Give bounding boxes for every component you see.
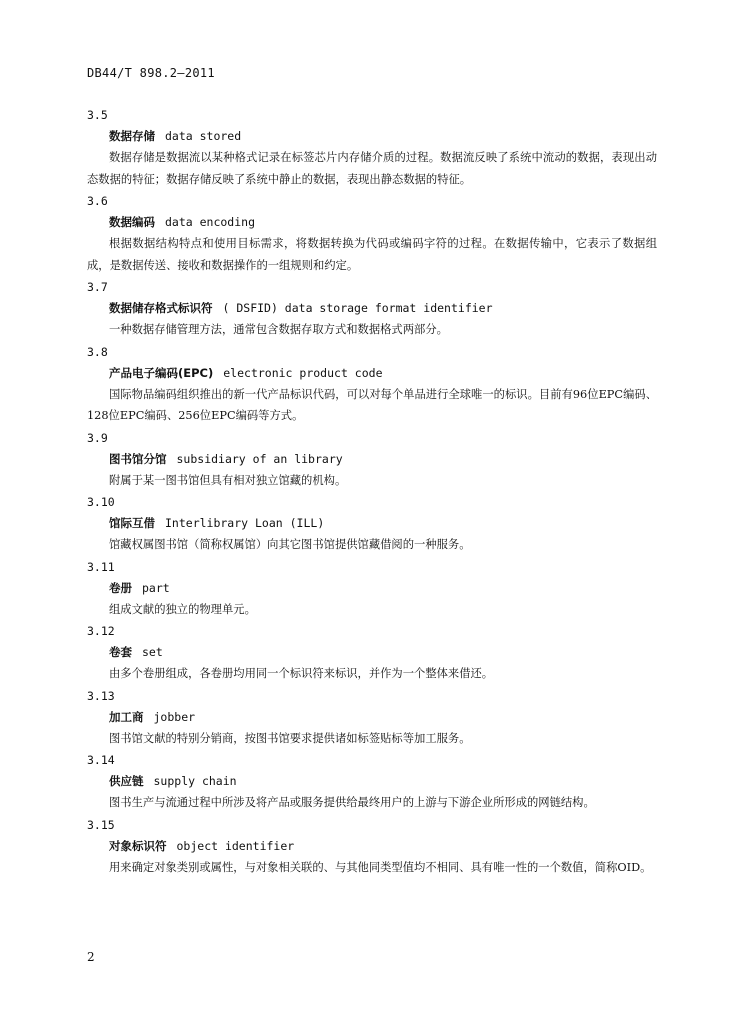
- term-definition: 附属于某一图书馆但具有相对独立馆藏的机构。: [109, 473, 347, 487]
- term-entry: [87, 556, 657, 621]
- term-heading: [87, 212, 657, 233]
- page-number: 2: [87, 950, 95, 964]
- term-definition: 图书馆文献的特别分销商，按图书馆要求提供诸如标签贴标等加工服务。: [109, 731, 471, 745]
- clause-number: 3.15: [87, 817, 115, 832]
- clause-number: 3.6: [87, 194, 108, 208]
- term-entry: [87, 276, 657, 341]
- term-entry: [87, 620, 657, 685]
- term-definition: 馆藏权属图书馆（简称权属馆）向其它图书馆提供馆藏借阅的一种服务。: [109, 538, 471, 551]
- term-entry: [87, 814, 657, 879]
- clause-number: 3.7: [87, 280, 108, 294]
- term-heading: [87, 836, 657, 857]
- term-heading: [87, 363, 657, 384]
- term-chinese: 卷套: [109, 645, 132, 659]
- term-english: supply chain: [153, 774, 237, 788]
- term-entry: [87, 491, 657, 556]
- term-heading: [87, 707, 657, 728]
- term-entry: [87, 427, 657, 492]
- term-heading: [87, 642, 657, 663]
- term-heading: [87, 449, 657, 470]
- term-chinese: 加工商: [109, 709, 144, 724]
- term-chinese: 图书馆分馆: [109, 451, 167, 466]
- term-chinese: 产品电子编码(EPC): [109, 365, 214, 380]
- clause-number: 3.13: [87, 688, 115, 703]
- term-english: jobber: [153, 709, 196, 724]
- term-definition: 图书生产与流通过程中所涉及将产品或服务提供给最终用户的上游与下游企业所形成的网链结构。: [109, 796, 595, 809]
- clause-number: 3.8: [87, 344, 108, 359]
- term-definition: 一种数据存储管理方法，通常包含数据存取方式和数据格式两部分。: [109, 323, 448, 336]
- term-heading: [87, 771, 657, 792]
- term-english: electronic product code: [223, 365, 383, 380]
- standard-code: DB44/T 898.2—2011: [87, 66, 215, 80]
- term-english: ( DSFID) data storage format identifier: [222, 301, 493, 315]
- term-english: object identifier: [176, 838, 295, 853]
- term-chinese: 数据编码: [109, 215, 155, 229]
- clause-number: 3.5: [87, 108, 108, 122]
- term-heading: [87, 126, 657, 147]
- term-english: Interlibrary Loan (ILL): [165, 516, 325, 530]
- clause-number: 3.9: [87, 430, 108, 445]
- clause-number: 3.12: [87, 624, 115, 638]
- term-definition: 组成文献的独立的物理单元。: [109, 602, 256, 616]
- term-english: set: [142, 645, 163, 659]
- term-entry: [87, 749, 657, 814]
- term-english: data stored: [165, 129, 242, 143]
- term-entry: [87, 104, 657, 190]
- term-chinese: 数据储存格式标识符: [109, 301, 213, 315]
- term-definition: 由多个卷册组成，各卷册均用同一个标识符来标识，并作为一个整体来借还。: [109, 667, 494, 680]
- term-chinese: 馆际互借: [109, 516, 155, 530]
- clause-number: 3.14: [87, 753, 115, 767]
- term-definition: 国际物品编码组织推出的新一代产品标识代码，可以对每个单品进行全球唯一的标识。目前有96位EPC编码、128位EPC编码、256位EPC编码等方式。: [87, 387, 657, 422]
- term-heading: [87, 578, 657, 599]
- term-definition: 用来确定对象类别或属性，与对象相关联的、与其他同类型值均不相同、具有唯一性的一个数值，简称OID。: [109, 860, 652, 874]
- term-definition: 数据存储是数据流以某种格式记录在标签芯片内存储介质的过程。数据流反映了系统中流动的数据，表现出动态数据的特征；数据存储反映了系统中静止的数据，表现出静态数据的特征。: [87, 151, 657, 186]
- term-english: data encoding: [165, 215, 256, 229]
- term-definition: 根据数据结构特点和使用目标需求，将数据转换为代码或编码字符的过程。在数据传输中，它表示了数据组成，是数据传送、接收和数据操作的一组规则和约定。: [87, 237, 657, 272]
- term-entry: [87, 685, 657, 750]
- term-chinese: 数据存储: [109, 129, 155, 143]
- terms-list: [87, 104, 657, 878]
- term-entry: [87, 341, 657, 427]
- term-entry: [87, 190, 657, 276]
- term-chinese: 对象标识符: [109, 838, 167, 853]
- term-chinese: 卷册: [109, 580, 132, 595]
- clause-number: 3.10: [87, 495, 115, 509]
- term-heading: [87, 513, 657, 534]
- term-heading: [87, 298, 657, 319]
- clause-number: 3.11: [87, 559, 115, 574]
- term-english: part: [142, 580, 170, 595]
- term-english: subsidiary of an library: [176, 451, 343, 466]
- term-chinese: 供应链: [109, 774, 144, 788]
